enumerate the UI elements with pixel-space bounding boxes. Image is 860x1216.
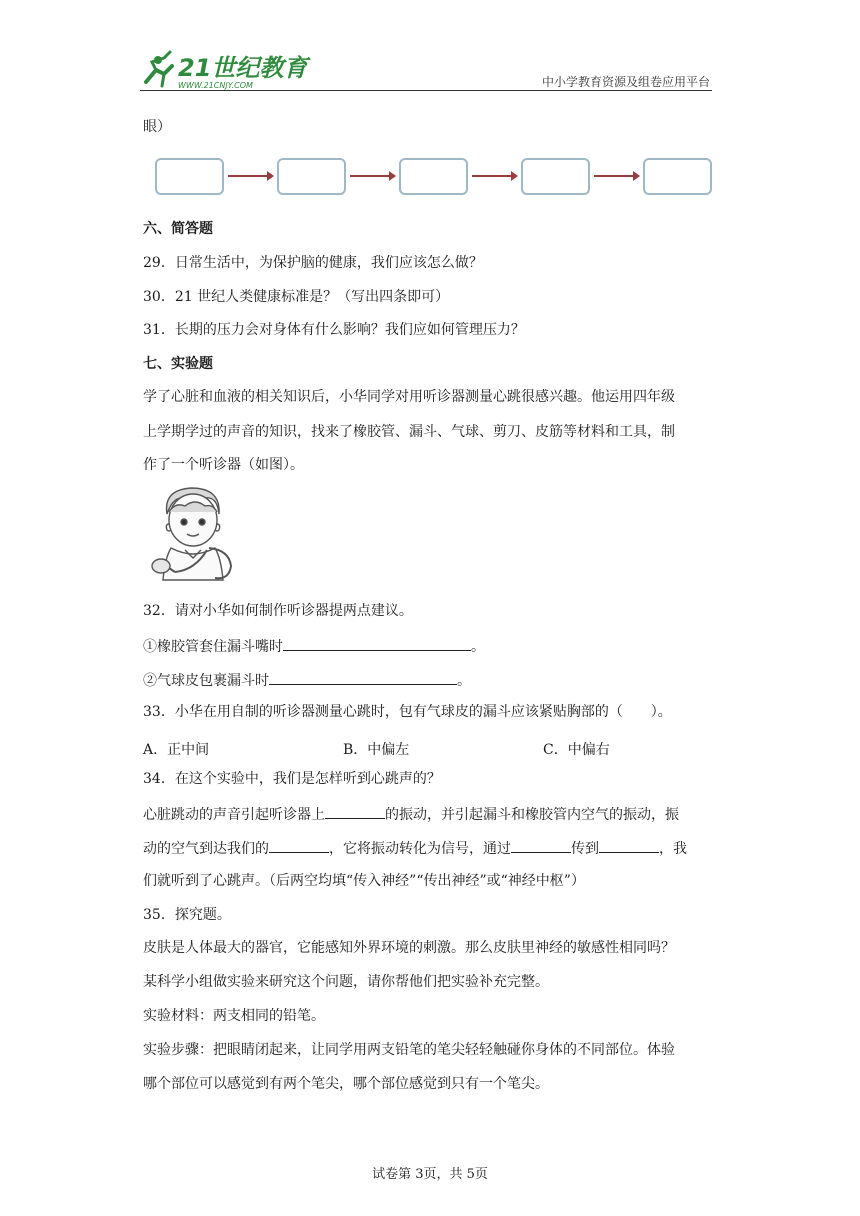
platform-name: 中小学教育资源及组卷应用平台 <box>541 75 710 89</box>
question-35-line-2: 某科学小组做实验来研究这个问题，请你帮他们把实验补充完整。 <box>143 974 549 990</box>
runner-icon <box>146 52 172 86</box>
flow-box-1 <box>155 158 224 195</box>
flow-arrow-2 <box>350 175 394 177</box>
question-34: 34．在这个实验中，我们是怎样听到心跳声的？ <box>143 771 441 787</box>
question-34-line-1: 心脏跳动的声音引起听诊器上 的振动，并引起漏斗和橡胶管内空气的振动，振 <box>143 807 679 823</box>
question-34-line-3: 们就听到了心跳声。（后两空均填“传入神经”“传出神经”或“神经中枢”） <box>143 873 585 889</box>
flow-arrow-3 <box>472 175 516 177</box>
flow-box-2 <box>277 158 346 195</box>
flow-box-5 <box>643 158 712 195</box>
question-29: 29．日常生活中，为保护脑的健康，我们应该怎么做？ <box>143 255 483 271</box>
question-35-materials: 实验材料：两支相同的铅笔。 <box>143 1008 325 1024</box>
answer-blank[interactable] <box>511 840 571 853</box>
question-32-item-2: ②气球皮包裹漏斗时 。 <box>143 673 471 689</box>
answer-blank[interactable] <box>283 638 471 651</box>
question-35-steps-1: 实验步骤：把眼睛闭起来，让同学用两支铅笔的笔尖轻轻触碰你身体的不同部位。体验 <box>143 1042 675 1058</box>
question-30: 30．21 世纪人类健康标准是？（写出四条即可） <box>143 289 450 305</box>
flow-box-3 <box>399 158 468 195</box>
section-title-short-answer: 六、简答题 <box>143 221 213 237</box>
intro-line-3: 作了一个听诊器（如图）。 <box>143 457 304 473</box>
question-32-item-1: ①橡胶管套住漏斗嘴时 。 <box>143 639 485 655</box>
answer-blank[interactable] <box>269 672 457 685</box>
flow-arrow-1 <box>228 175 272 177</box>
boy-stethoscope-illustration <box>145 484 241 584</box>
question-32: 32．请对小华如何制作听诊器提两点建议。 <box>143 603 413 619</box>
answer-blank[interactable] <box>599 840 659 853</box>
logo-url: WWW.21CNJY.COM <box>178 81 253 90</box>
logo-text: 21世纪教育 <box>178 54 308 82</box>
intro-line-2: 上学期学过的声音的知识，找来了橡胶管、漏斗、气球、剪刀、皮筋等材料和工具，制 <box>143 424 675 440</box>
continuation-text: 眼） <box>143 119 171 135</box>
option-b[interactable]: B．中偏左 <box>343 742 410 758</box>
answer-blank[interactable] <box>269 840 329 853</box>
header-divider <box>140 90 712 91</box>
site-logo <box>142 48 317 92</box>
page-footer: 试卷第 3页，共 5页 <box>372 1167 488 1182</box>
option-c[interactable]: C．中偏右 <box>543 742 610 758</box>
section-title-experiment: 七、实验题 <box>143 356 213 372</box>
flow-arrow-4 <box>594 175 638 177</box>
question-33: 33．小华在用自制的听诊器测量心跳时，包有气球皮的漏斗应该紧贴胸部的（ ）。 <box>143 704 672 720</box>
question-34-line-2: 动的空气到达我们的 ，它将振动转化为信号，通过 传到 ，我 <box>143 841 687 857</box>
intro-line-1: 学了心脏和血液的相关知识后，小华同学对用听诊器测量心跳很感兴趣。他运用四年级 <box>143 389 675 405</box>
question-35-line-1: 皮肤是人体最大的器官，它能感知外界环境的刺激。那么皮肤里神经的敏感性相同吗？ <box>143 940 675 956</box>
option-a[interactable]: A．正中间 <box>143 742 210 758</box>
question-35: 35．探究题。 <box>143 907 231 923</box>
question-31: 31．长期的压力会对身体有什么影响？我们应如何管理压力？ <box>143 322 525 338</box>
question-35-steps-2: 哪个部位可以感觉到有两个笔尖，哪个部位感觉到只有一个笔尖。 <box>143 1076 549 1092</box>
flow-box-4 <box>521 158 590 195</box>
answer-blank[interactable] <box>325 806 385 819</box>
